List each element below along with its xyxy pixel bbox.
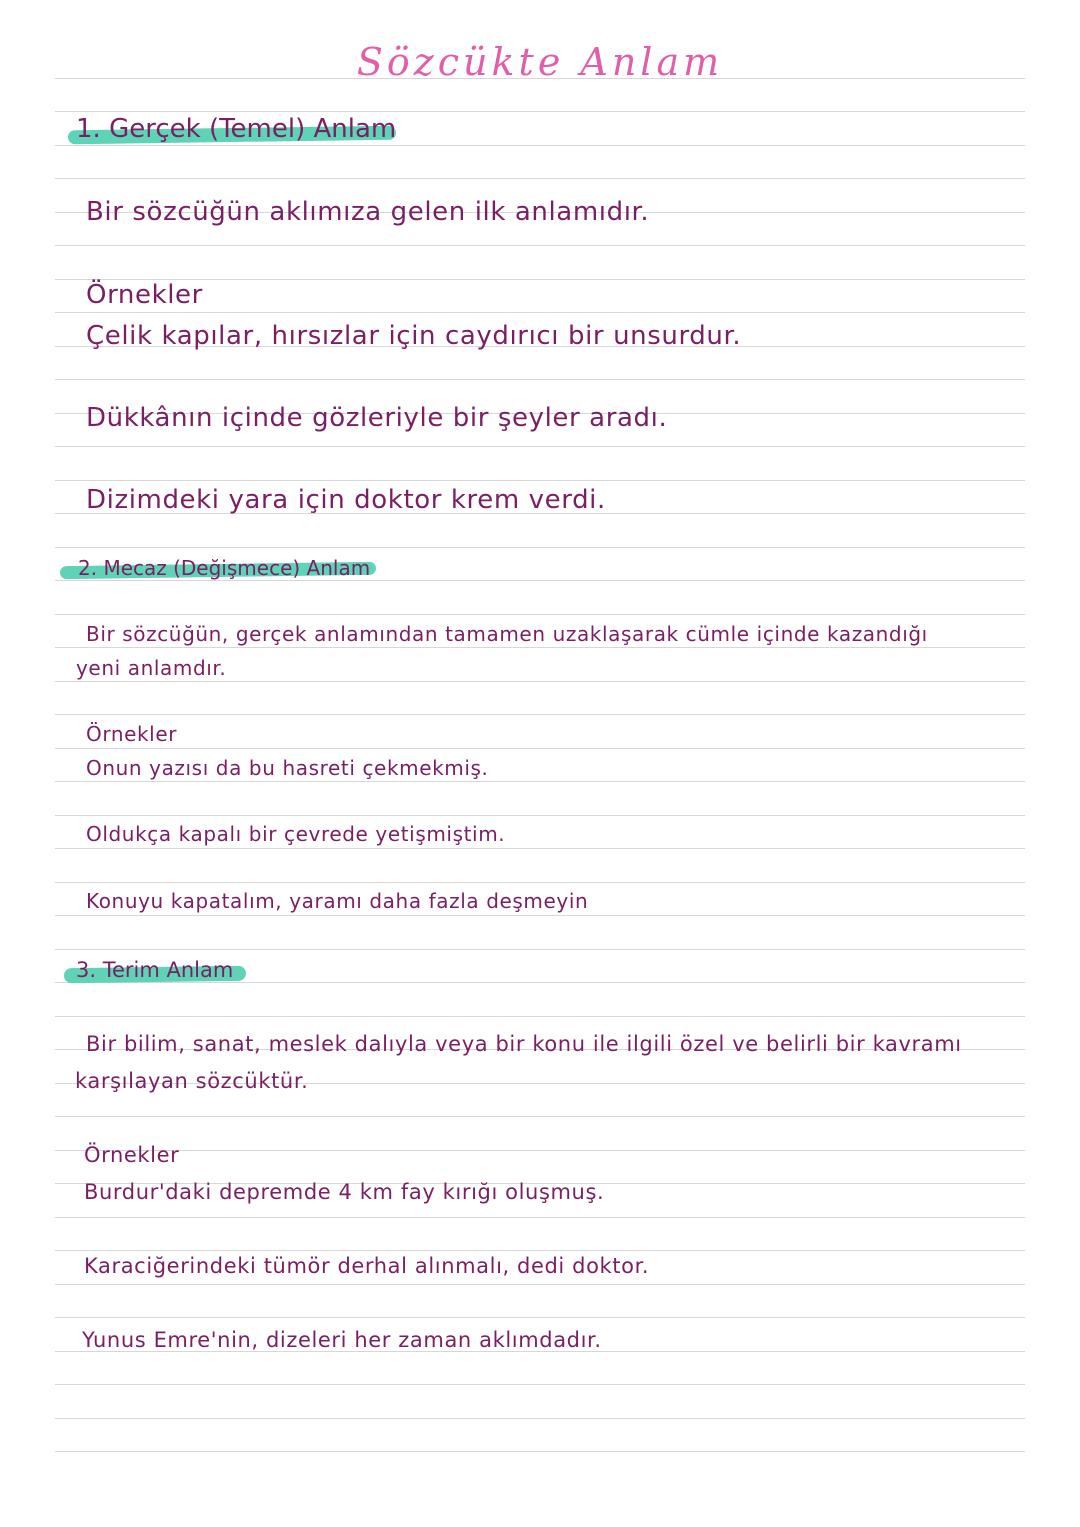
- section-1-example: Çelik kapılar, hırsızlar için caydırıcı bir unsurdur.: [86, 321, 742, 351]
- section-3-examples-label: Örnekler: [84, 1143, 180, 1167]
- section-1-heading: 1. Gerçek (Temel) Anlam: [76, 114, 397, 144]
- section-2-example: Onun yazısı da bu hasreti çekmekmiş.: [86, 756, 489, 780]
- section-1-definition: Bir sözcüğün aklımıza gelen ilk anlamıdır.: [86, 197, 650, 227]
- section-3-definition-line: Bir bilim, sanat, meslek dalıyla veya bir konu ile ilgili özel ve belirli bir kavramı: [86, 1032, 962, 1056]
- section-2-example: Konuyu kapatalım, yaramı daha fazla deşmeyin: [86, 889, 589, 913]
- section-2-definition-line: Bir sözcüğün, gerçek anlamından tamamen uzaklaşarak cümle içinde kazandığı: [86, 622, 928, 646]
- section-3-heading: 3. Terim Anlam: [76, 958, 234, 982]
- page-title: Sözcükte Anlam: [356, 40, 724, 84]
- section-2-heading: 2. Mecaz (Değişmece) Anlam: [78, 556, 371, 580]
- section-3-example: Burdur'daki depremde 4 km fay kırığı oluşmuş.: [84, 1180, 605, 1204]
- section-1-example: Dizimdeki yara için doktor krem verdi.: [86, 485, 606, 515]
- section-2-definition-line: yeni anlamdır.: [76, 656, 227, 680]
- section-2-example: Oldukça kapalı bir çevrede yetişmiştim.: [86, 822, 506, 846]
- section-3-example: Yunus Emre'nin, dizeleri her zaman aklımdadır.: [82, 1328, 602, 1352]
- section-1-example: Dükkânın içinde gözleriyle bir şeyler aradı.: [86, 403, 668, 433]
- section-3-example: Karaciğerindeki tümör derhal alınmalı, dedi doktor.: [84, 1254, 650, 1278]
- section-2-examples-label: Örnekler: [86, 722, 178, 746]
- section-3-definition-line: karşılayan sözcüktür.: [75, 1069, 309, 1093]
- section-1-examples-label: Örnekler: [86, 280, 203, 310]
